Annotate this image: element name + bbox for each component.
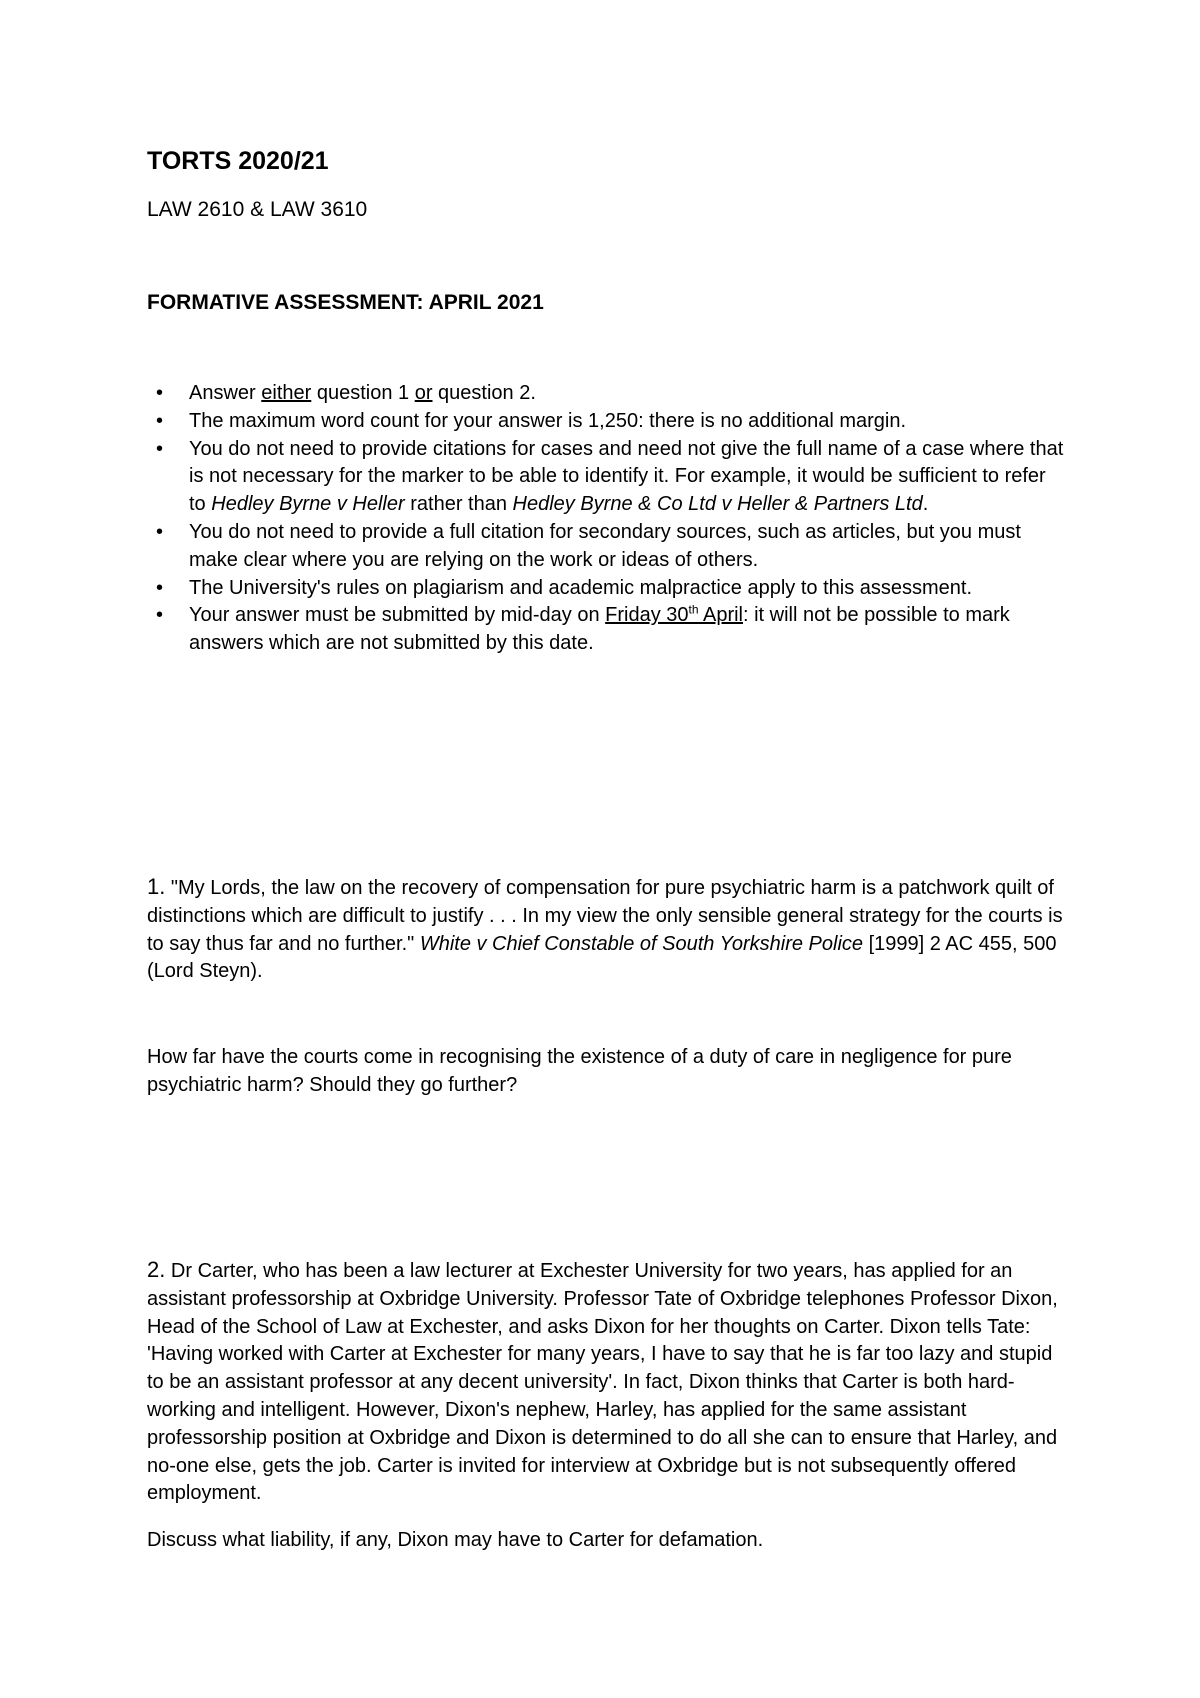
- bullet-icon: •: [156, 520, 164, 543]
- list-item: [147, 519, 1067, 575]
- assessment-heading: FORMATIVE ASSESSMENT: APRIL 2021: [147, 291, 544, 314]
- document-title: TORTS 2020/21: [147, 147, 329, 175]
- emphasis-or: or: [414, 382, 433, 404]
- case-name-short: Hedley Byrne v Heller: [211, 493, 405, 516]
- list-item: • You do not need to provide citations for cases and need not give the full name of a case where that is not necessary for the marker to be able to identify it. For example, it would be sufficient to refer to Hedley Byrne v Heller rather than Hedley Byrne & Co Ltd v Heller & Partners Ltd.: [156, 437, 1064, 516]
- bullet-icon: •: [156, 437, 164, 460]
- emphasis-either: either: [261, 382, 312, 404]
- case-citation: [1999] 2 AC 455, 500 (Lord Steyn).: [147, 932, 1057, 983]
- question-quote: "My Lords, the law on the recovery of compensation for pure psychiatric harm is a patchwork quilt of distinctions which are difficult to justify . . . In my view the only sensible general strategy for the courts is to say thus far and no further.": [147, 877, 1063, 955]
- bullet-icon: •: [156, 604, 164, 627]
- secondary-sources-rule: You do not need to provide a full citation for secondary sources, such as articles, but you must make clear where you are relying on the work or ideas of others.: [189, 520, 1021, 571]
- question-scenario: Dr Carter, who has been a law lecturer at Exchester University for two years, has applied for an assistant professorship at Oxbridge University. Professor Tate of Oxbridge telephones Professor Dixon, Head of the School of Law at Exchester, and asks Dixon for her thoughts on Carter. Dixon tells Tate: 'Having worked with Carter at Exchester for many years, I have to say that he is far too lazy and stupid to be an assistant professor at any decent university'. In fact, Dixon thinks that Carter is both hard-working and intelligent. However, Dixon's nephew, Harley, has applied for the same assistant professorship position at Oxbridge and Dixon is determined to do all she can to ensure that Harley, and no-one else, gets the job. Carter is invited for interview at Oxbridge but is not subsequently offered employment.: [147, 1260, 1058, 1505]
- plagiarism-rule: The University's rules on plagiarism and academic malpractice apply to this assessment.: [189, 576, 973, 599]
- question-1: [147, 873, 1067, 986]
- question-2-prompt: Discuss what liability, if any, Dixon may have to Carter for defamation.: [147, 1529, 764, 1551]
- word-count-rule: The maximum word count for your answer is 1,250: there is no additional margin.: [189, 409, 907, 432]
- question-number: 2.: [147, 1257, 166, 1282]
- list-item: • Your answer must be submitted by mid-day on Friday 30th April: it will not be possible to mark answers which are not submitted by this date.: [156, 602, 1010, 655]
- deadline-date: Friday 30th April: [605, 602, 743, 627]
- question-2: [147, 1256, 1067, 1508]
- bullet-icon: •: [156, 576, 164, 599]
- case-name: White v Chief Constable of South Yorkshire Police: [419, 932, 864, 955]
- question-number: 1.: [147, 874, 166, 899]
- instructions-list: [147, 380, 1067, 658]
- list-item: • Answer either question 1 or question 2.: [147, 380, 1067, 408]
- list-item: [147, 575, 1067, 603]
- bullet-icon: •: [156, 409, 164, 432]
- module-codes: LAW 2610 & LAW 3610: [147, 198, 368, 221]
- bullet-icon: •: [156, 382, 164, 404]
- case-name-full: Hedley Byrne & Co Ltd v Heller & Partners Ltd: [512, 493, 923, 516]
- list-item: [147, 408, 1067, 436]
- question-1-prompt: How far have the courts come in recognising the existence of a duty of care in negligence for pure psychiatric harm? Should they go further?: [147, 1046, 1012, 1096]
